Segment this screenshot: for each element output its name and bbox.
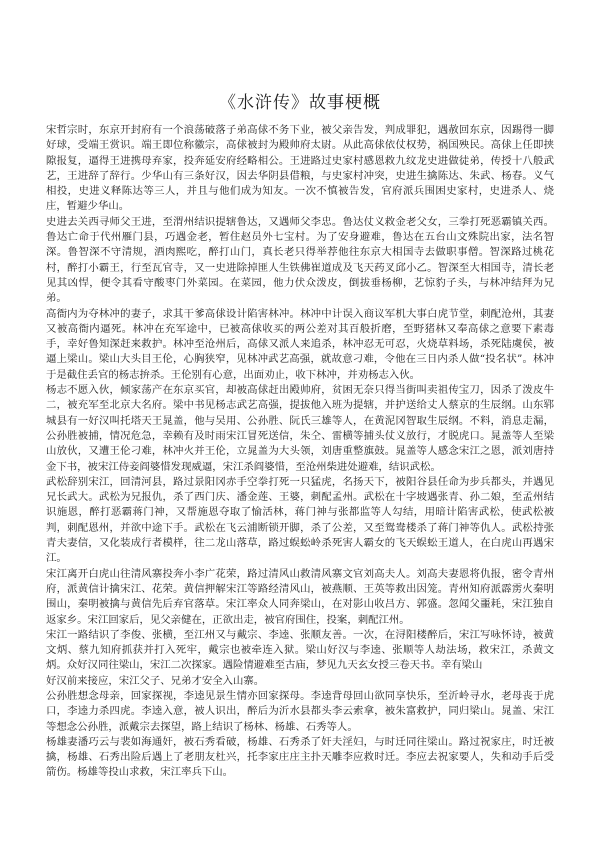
document-title: 《水浒传》故事梗概	[219, 93, 381, 113]
paragraph: 宋江离开白虎山往清风寨投奔小李广花荣，路过清风山救清风寨文官刘高夫人。刘高夫妻恩将仇报，密令青州府，派黄信计擒宋江、花荣。黄信押解宋江等路经清风山，被燕顺、王英等救出因笼。青州知府派霹雳火秦明围山，秦明被擒与黄信先后弃官落草。宋江率众人同奔梁山，在对影山收吕方、郭盛。忽闻父噩耗，宋江独自返家乡。宋江回家后，见父亲健在，正欲出走，被官府围住，投案，刺配江州。	[46, 567, 554, 626]
paragraph: 高衙内为夺林冲的妻子，求其干爹高俅设计陷害林冲。林冲中计误入商议军机大事白虎节堂，刺配沧州，其妻又被高衙内逼死。林冲在充军途中，已被高俅收买的两公差对其百般折磨，至野猪林又奉高俅之意要下素毒手，幸好鲁知深赶来救护。林冲至沧州后，高俅又派人来追杀，林冲忍无可忍，火烧草料场，杀死陆虞侯，被逼上梁山。梁山大头目王伦，心胸狭窄，见林冲武艺高强，就故意刁难，令他在三日内杀人做“投名状”。林冲于是截住丢官的杨志拚杀。王伦别有心意，出面劝止，收下林冲，并劝杨志入伙。	[46, 307, 554, 381]
paragraph: 宋江一路结识了李俊、张横，至江州又与戴宗、李逵、张顺友善。一次，在浔阳楼醉后，宋江写咏怀诗，被黄文炳、蔡九知府抓获并打入死牢，戴宗也被牵连入狱。梁山好汉与李逵、张顺等人劫法场，救宋江，杀黄文炳。众好汉同往梁山，宋江二次探家。遇险情避难至古庙，梦见九天玄女授三卷天书。幸有梁山	[46, 628, 554, 672]
paragraph: 杨志不愿入伙，倾家荡产在东京买官，却被高俅赶出殿帅府，贫困无奈只得当街叫卖祖传宝刀，因杀了泼皮牛二，被充军至北京大名府。梁中书见杨志武艺高强，提拔他入班为提辖，并护送给丈人蔡京的生辰纲。山东郓城县有一好汉叫托塔天王晁盖，他与吴用、公孙胜、阮氏三雄等人，在黄泥冈智取生辰纲。不料，消息走漏，公孙胜被捕，情况危急，幸赖有及时雨宋江冒死送信，朱仝、雷横等捕头仗义放行，才脱虎口。晁盖等人至梁山放伙，又遭王伦刁难，林冲火并王伦，立晁盖为大头领，刘唐重整旗鼓。晁盖等人感念宋江之恩，派刘唐持金下书，被宋江侍妾阎婆惜发现威逼，宋江杀阎婆惜，至沧州柴进处避难，结识武松。	[46, 384, 554, 473]
paragraph: 宋哲宗时，东京开封府有一个浪荡破落子弟高俅不务下业，被父亲告发，判成罪犯，遇赦回东京，因踢得一脚好球，受端王赏识。端王即位称徽宗，高俅被封为殿帅府太尉。从此高俅依仗权势，祸国殃民。高俅上任即挟隙报复，逼得王进携母弃家，投奔延安府经略相公。王进路过史家村感恩救九纹龙史进做徒弟，传授十八般武艺，王进辞了辞行。少华山有三条好汉，因去华阴县借粮，与史家村冲突，史进生擒陈达、朱武、杨春。义气相投，史进义释陈达等三人，并且与他们成为知友。一次不慎被告发，官府派兵围困史家村，史进杀人、烧庄，暂避少华山。	[46, 124, 554, 213]
paragraph: 公孙胜想念母亲，回家探视，李逵见景生情亦回家探母。李逵背母回山欲同享快乐，至沂岭寻水，老母丧于虎口，李逵力杀四虎。李逵入意，被人识出，醉后为沂水县都头李云索拿，被朱富救护，同归梁山。晁盖、宋江等想念公孙胜，派戴宗去探望，路上结识了杨林、杨雄、石秀等人。	[46, 689, 554, 733]
paragraph: 武松辞别宋江，回清河县，路过景阳冈赤手空拳打死一只猛虎，名扬天下，被阳谷县任命为步兵都头，并遇见兄长武大。武松为兄报仇，杀了西门庆、潘金莲、王婆，刺配孟州。武松在十字坡遇张青、孙二娘，至孟州结识施恩，醉打恶霸蒋门神，又帮施恩夺取了愉活林，蒋门神与张都监等人勾结，用暗计陷害武松，使武松被判，刺配恩州，并欲中途下手。武松在飞云浦断锁开脚，杀了公差，又至鸳鸯楼杀了蒋门神等仇人。武松持张青夫妻信，又化装成行者模样，往二龙山落草，路过蜈蚣岭杀死害人霸女的飞天蜈蚣王道人，在白虎山再遇宋江。	[46, 475, 554, 565]
paragraph: 好汉前来接应，宋江父子、兄弟才安全入山寨。	[46, 674, 265, 687]
document-body	[46, 123, 554, 781]
paragraph: 杨雄妻潘巧云与裴如海通奸，被石秀看破，杨雄、石秀杀了奸夫淫妇，与时迁同往梁山。路过祝家庄，时迁被擒，杨雄、石秀出险后遇上了老朋友杜兴，托李家庄庄主扑天雕李应救时迁。李应去祝家要人，失和动手后受箭伤。杨雄等投山求救，宋江率兵下山。	[46, 735, 554, 779]
paragraph: 史进去关西寻师父王进，至渭州结识提辖鲁达，又遇师父李忠。鲁达仗义救金老父女，三拳打死恶霸镇关西。鲁达亡命于代州雁门县，巧遇金老，暂住赵员外七宝村。为了安身避难，鲁达在五台山文殊院出家，法名智深。鲁智深不守清规，酒肉熙吃，醉打山门，真长老只得举荐他往东京大相国寺去做职事僧。智深路过桃花村，醉打小霸王，行至瓦官寺，又一史进除掉匪人生铁佛崔道成及飞天药叉邱小乙。智深至大相国寺，清长老见其凶悍，便令其看守酸枣门外菜园。在菜园，他力伏众泼皮，倒拔垂杨柳，艺惊豹子头，与林冲结拜为兄弟。	[46, 215, 554, 305]
